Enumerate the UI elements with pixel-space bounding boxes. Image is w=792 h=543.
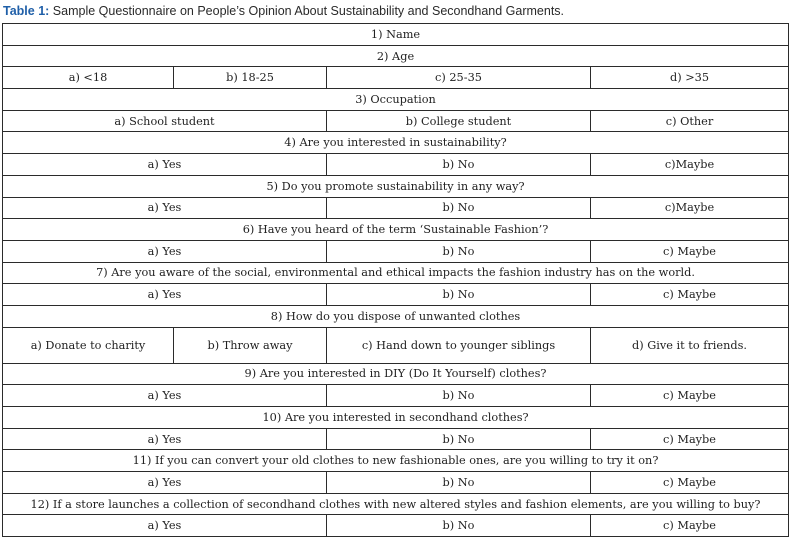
answer-option: b) No bbox=[327, 197, 591, 219]
options-row bbox=[3, 428, 789, 450]
question-row bbox=[3, 493, 789, 515]
answer-option: b) No bbox=[327, 385, 591, 407]
options-row bbox=[3, 197, 789, 219]
answer-option: a) Yes bbox=[3, 515, 327, 537]
answer-option: c) Maybe bbox=[591, 385, 789, 407]
question-text: 1) Name bbox=[3, 24, 789, 46]
question-row bbox=[3, 24, 789, 46]
question-row bbox=[3, 175, 789, 197]
answer-option: b) No bbox=[327, 154, 591, 176]
question-row bbox=[3, 219, 789, 241]
table-caption-text: Sample Questionnaire on People’s Opinion About Sustainability and Secondhand Garments. bbox=[52, 4, 565, 18]
answer-option: a) School student bbox=[3, 110, 327, 132]
answer-option: c) 25-35 bbox=[327, 67, 591, 89]
question-text: 3) Occupation bbox=[3, 89, 789, 111]
question-row bbox=[3, 132, 789, 154]
answer-option: c) Maybe bbox=[591, 472, 789, 494]
answer-option: c) Maybe bbox=[591, 240, 789, 262]
answer-option: c)Maybe bbox=[591, 154, 789, 176]
question-text: 4) Are you interested in sustainability? bbox=[3, 132, 789, 154]
answer-option: a) Yes bbox=[3, 472, 327, 494]
question-text: 12) If a store launches a collection of secondhand clothes with new altered styles and fashion elements, are you willing to buy? bbox=[3, 493, 789, 515]
answer-option: a) Yes bbox=[3, 240, 327, 262]
options-row bbox=[3, 284, 789, 306]
question-row bbox=[3, 262, 789, 284]
question-row bbox=[3, 45, 789, 67]
table-caption-label: Table 1: bbox=[3, 4, 50, 18]
answer-option: a) Yes bbox=[3, 428, 327, 450]
answer-option: b) 18-25 bbox=[174, 67, 327, 89]
answer-option: b) No bbox=[327, 472, 591, 494]
answer-option: d) >35 bbox=[591, 67, 789, 89]
options-row bbox=[3, 67, 789, 89]
table-caption bbox=[3, 4, 564, 18]
answer-option: c) Other bbox=[591, 110, 789, 132]
question-row bbox=[3, 305, 789, 327]
answer-option: c) Maybe bbox=[591, 428, 789, 450]
answer-option: c) Maybe bbox=[591, 515, 789, 537]
answer-option: c) Maybe bbox=[591, 284, 789, 306]
question-text: 9) Are you interested in DIY (Do It Yourself) clothes? bbox=[3, 363, 789, 385]
options-row bbox=[3, 385, 789, 407]
options-row bbox=[3, 154, 789, 176]
question-text: 6) Have you heard of the term ‘Sustainable Fashion’? bbox=[3, 219, 789, 241]
answer-option: a) Yes bbox=[3, 284, 327, 306]
answer-option: c) Hand down to younger siblings bbox=[327, 327, 591, 363]
answer-option: b) College student bbox=[327, 110, 591, 132]
answer-option: d) Give it to friends. bbox=[591, 327, 789, 363]
answer-option: b) No bbox=[327, 240, 591, 262]
answer-option: b) No bbox=[327, 428, 591, 450]
question-row bbox=[3, 363, 789, 385]
question-text: 10) Are you interested in secondhand clothes? bbox=[3, 407, 789, 429]
answer-option: a) Yes bbox=[3, 197, 327, 219]
questionnaire-table bbox=[2, 23, 789, 537]
answer-option: a) Donate to charity bbox=[3, 327, 174, 363]
options-row bbox=[3, 472, 789, 494]
options-row bbox=[3, 515, 789, 537]
options-row bbox=[3, 240, 789, 262]
answer-option: b) No bbox=[327, 515, 591, 537]
answer-option: a) <18 bbox=[3, 67, 174, 89]
question-row bbox=[3, 89, 789, 111]
answer-option: a) Yes bbox=[3, 385, 327, 407]
options-row bbox=[3, 110, 789, 132]
answer-option: b) Throw away bbox=[174, 327, 327, 363]
answer-option: b) No bbox=[327, 284, 591, 306]
answer-option: c)Maybe bbox=[591, 197, 789, 219]
question-text: 7) Are you aware of the social, environmental and ethical impacts the fashion industry has on the world. bbox=[3, 262, 789, 284]
question-text: 8) How do you dispose of unwanted clothes bbox=[3, 305, 789, 327]
questionnaire-body bbox=[3, 24, 789, 537]
answer-option: a) Yes bbox=[3, 154, 327, 176]
question-row bbox=[3, 407, 789, 429]
question-row bbox=[3, 450, 789, 472]
question-text: 2) Age bbox=[3, 45, 789, 67]
question-text: 11) If you can convert your old clothes to new fashionable ones, are you willing to try it on? bbox=[3, 450, 789, 472]
options-row bbox=[3, 327, 789, 363]
question-text: 5) Do you promote sustainability in any way? bbox=[3, 175, 789, 197]
